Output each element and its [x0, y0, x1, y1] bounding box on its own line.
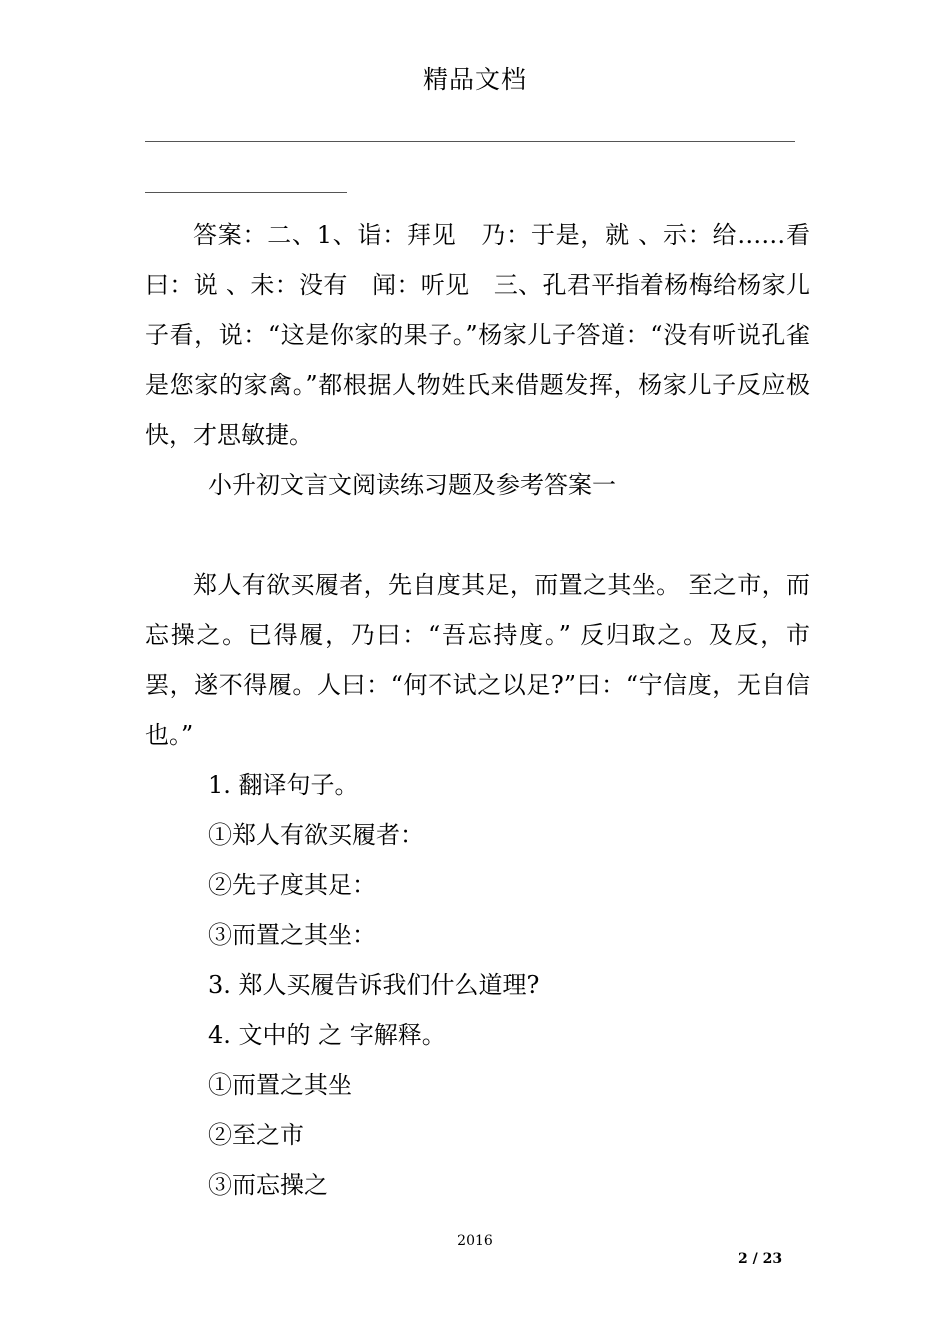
question-line: 3. 郑人买履告诉我们什么道理?: [208, 971, 540, 999]
passage-paragraph: 郑人有欲买履者，先自度其足，而置之其坐。 至之市，而忘操之。已得履，乃曰：“吾忘持度。” 反归取之。及反，市罢，遂不得履。人曰：“何不试之以足?”曰：“宁信度，无自信也。”: [145, 571, 810, 749]
separator-line-short: [145, 192, 347, 193]
answer-paragraph: 答案：二、1、诣：拜见 乃：于是，就 、示：给……看 曰：说 、未：没有 闻：听见 三、孔君平指着杨梅给杨家儿子看，说：“这是你家的果子。”杨家儿子答道：“没有听说孔雀是您家的家禽。”都根据人物姓氏来借题发挥，杨家儿子反应极快，才思敏捷。: [145, 221, 834, 449]
question-line: ③而忘操之: [208, 1171, 328, 1199]
question-line: ②至之市: [208, 1121, 304, 1149]
question-line: ①郑人有欲买履者：: [208, 821, 424, 849]
question-line: ①而置之其坐: [208, 1071, 352, 1099]
separator-line-long: [145, 141, 795, 142]
section-title: 小升初文言文阅读练习题及参考答案一: [208, 471, 616, 499]
answer-section: [145, 210, 834, 510]
passage-section: [145, 560, 810, 1210]
question-line: 1. 翻译句子。: [208, 771, 359, 799]
question-line: 4. 文中的 之 字解释。: [208, 1021, 446, 1049]
question-line: ②先子度其足：: [208, 871, 376, 899]
question-line: ③而置之其坐：: [208, 921, 376, 949]
page-number: 2 / 23: [738, 1251, 783, 1267]
footer-year: 2016: [457, 1233, 493, 1249]
document-header-title: 精品文档: [422, 65, 527, 94]
